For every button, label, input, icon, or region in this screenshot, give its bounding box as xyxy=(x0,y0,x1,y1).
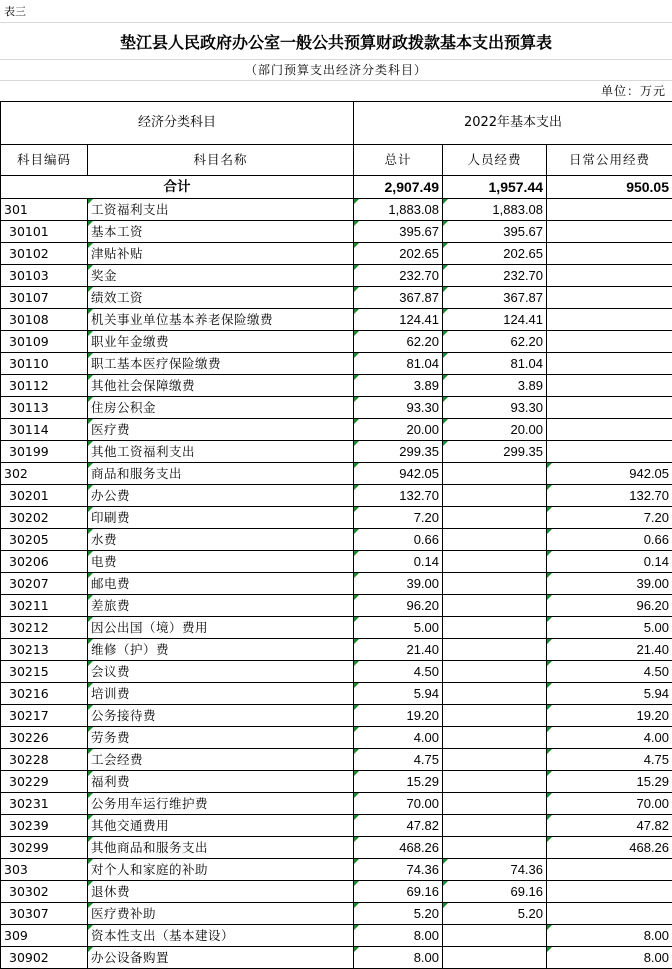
row-name: 差旅费 xyxy=(88,595,354,617)
row-total: 5.00 xyxy=(354,617,443,639)
row-total: 19.20 xyxy=(354,705,443,727)
row-total: 942.05 xyxy=(354,463,443,485)
row-personnel xyxy=(443,463,547,485)
row-public xyxy=(547,309,672,331)
table-row xyxy=(1,199,672,221)
grid-line xyxy=(0,59,672,60)
page-subtitle: （部门预算支出经济分类科目） xyxy=(0,61,672,78)
row-personnel: 1,883.08 xyxy=(443,199,547,221)
table-row xyxy=(1,925,672,947)
row-name: 基本工资 xyxy=(88,221,354,243)
row-name: 公务接待费 xyxy=(88,705,354,727)
row-name: 其他社会保障缴费 xyxy=(88,375,354,397)
row-personnel xyxy=(443,639,547,661)
row-public: 4.50 xyxy=(547,661,672,683)
table-row xyxy=(1,265,672,287)
row-code: 30212 xyxy=(1,617,88,639)
row-code: 30108 xyxy=(1,309,88,331)
row-total: 8.00 xyxy=(354,947,443,969)
header-personnel: 人员经费 xyxy=(443,145,547,176)
row-total: 69.16 xyxy=(354,881,443,903)
row-public xyxy=(547,353,672,375)
table-row xyxy=(1,397,672,419)
row-name: 其他交通费用 xyxy=(88,815,354,837)
row-code: 30206 xyxy=(1,551,88,573)
row-code: 30103 xyxy=(1,265,88,287)
row-public xyxy=(547,199,672,221)
row-code: 30199 xyxy=(1,441,88,463)
row-code: 30229 xyxy=(1,771,88,793)
table-row xyxy=(1,507,672,529)
row-name: 工会经费 xyxy=(88,749,354,771)
row-personnel: 3.89 xyxy=(443,375,547,397)
row-personnel: 232.70 xyxy=(443,265,547,287)
row-code: 30202 xyxy=(1,507,88,529)
row-code: 30226 xyxy=(1,727,88,749)
row-name: 工资福利支出 xyxy=(88,199,354,221)
row-personnel xyxy=(443,595,547,617)
table-row xyxy=(1,573,672,595)
row-personnel: 395.67 xyxy=(443,221,547,243)
row-public: 8.00 xyxy=(547,925,672,947)
row-public xyxy=(547,419,672,441)
table-row xyxy=(1,485,672,507)
row-public xyxy=(547,881,672,903)
row-name: 对个人和家庭的补助 xyxy=(88,859,354,881)
row-public: 19.20 xyxy=(547,705,672,727)
row-name: 职工基本医疗保险缴费 xyxy=(88,353,354,375)
row-public: 47.82 xyxy=(547,815,672,837)
row-total: 299.35 xyxy=(354,441,443,463)
row-personnel xyxy=(443,573,547,595)
total-personnel: 1,957.44 xyxy=(443,176,547,199)
header-row-columns xyxy=(1,145,672,176)
row-code: 30302 xyxy=(1,881,88,903)
row-name: 医疗费补助 xyxy=(88,903,354,925)
row-public: 132.70 xyxy=(547,485,672,507)
row-public xyxy=(547,903,672,925)
row-code: 30113 xyxy=(1,397,88,419)
row-personnel xyxy=(443,705,547,727)
row-total: 7.20 xyxy=(354,507,443,529)
row-public: 39.00 xyxy=(547,573,672,595)
row-public: 21.40 xyxy=(547,639,672,661)
row-name: 会议费 xyxy=(88,661,354,683)
table-row xyxy=(1,287,672,309)
table-row xyxy=(1,815,672,837)
row-personnel xyxy=(443,793,547,815)
row-total: 39.00 xyxy=(354,573,443,595)
row-code: 30299 xyxy=(1,837,88,859)
table-row xyxy=(1,749,672,771)
row-personnel: 93.30 xyxy=(443,397,547,419)
row-public xyxy=(547,441,672,463)
row-name: 资本性支出（基本建设） xyxy=(88,925,354,947)
row-total: 96.20 xyxy=(354,595,443,617)
total-total: 2,907.49 xyxy=(354,176,443,199)
row-personnel xyxy=(443,771,547,793)
row-public: 468.26 xyxy=(547,837,672,859)
total-row xyxy=(1,176,672,199)
row-public xyxy=(547,221,672,243)
row-total: 4.50 xyxy=(354,661,443,683)
table-row xyxy=(1,859,672,881)
row-personnel xyxy=(443,551,547,573)
row-personnel: 5.20 xyxy=(443,903,547,925)
table-row xyxy=(1,639,672,661)
table-row xyxy=(1,309,672,331)
row-name: 邮电费 xyxy=(88,573,354,595)
table-row xyxy=(1,771,672,793)
row-name: 公务用车运行维护费 xyxy=(88,793,354,815)
table-row xyxy=(1,221,672,243)
row-total: 1,883.08 xyxy=(354,199,443,221)
table-row xyxy=(1,353,672,375)
row-public xyxy=(547,397,672,419)
table-row xyxy=(1,793,672,815)
row-name: 其他工资福利支出 xyxy=(88,441,354,463)
table-row xyxy=(1,441,672,463)
row-public: 942.05 xyxy=(547,463,672,485)
row-personnel xyxy=(443,749,547,771)
row-personnel xyxy=(443,925,547,947)
row-personnel xyxy=(443,485,547,507)
row-total: 4.00 xyxy=(354,727,443,749)
row-total: 62.20 xyxy=(354,331,443,353)
row-code: 30110 xyxy=(1,353,88,375)
table-row xyxy=(1,837,672,859)
row-total: 468.26 xyxy=(354,837,443,859)
row-code: 30215 xyxy=(1,661,88,683)
row-total: 0.14 xyxy=(354,551,443,573)
row-personnel xyxy=(443,947,547,969)
table-row xyxy=(1,529,672,551)
row-total: 21.40 xyxy=(354,639,443,661)
row-personnel: 367.87 xyxy=(443,287,547,309)
table-row xyxy=(1,595,672,617)
table-row xyxy=(1,903,672,925)
row-code: 30201 xyxy=(1,485,88,507)
header-name: 科目名称 xyxy=(88,145,354,176)
row-public: 5.94 xyxy=(547,683,672,705)
row-public xyxy=(547,859,672,881)
table-row xyxy=(1,243,672,265)
row-total: 367.87 xyxy=(354,287,443,309)
header-economic-category: 经济分类科目 xyxy=(1,102,354,145)
table-row xyxy=(1,463,672,485)
header-year-basic-expense: 2022年基本支出 xyxy=(354,102,672,145)
row-total: 81.04 xyxy=(354,353,443,375)
row-code: 30213 xyxy=(1,639,88,661)
header-code: 科目编码 xyxy=(1,145,88,176)
row-code: 301 xyxy=(1,199,88,221)
row-public: 15.29 xyxy=(547,771,672,793)
row-personnel: 124.41 xyxy=(443,309,547,331)
row-personnel: 74.36 xyxy=(443,859,547,881)
row-code: 30205 xyxy=(1,529,88,551)
row-personnel: 69.16 xyxy=(443,881,547,903)
row-total: 5.20 xyxy=(354,903,443,925)
doc-label: 表三 xyxy=(4,3,26,19)
row-code: 30231 xyxy=(1,793,88,815)
row-code: 302 xyxy=(1,463,88,485)
row-code: 30211 xyxy=(1,595,88,617)
row-name: 电费 xyxy=(88,551,354,573)
row-total: 5.94 xyxy=(354,683,443,705)
table-row xyxy=(1,375,672,397)
row-code: 303 xyxy=(1,859,88,881)
row-code: 30239 xyxy=(1,815,88,837)
row-total: 3.89 xyxy=(354,375,443,397)
row-name: 奖金 xyxy=(88,265,354,287)
table-row xyxy=(1,881,672,903)
table-row xyxy=(1,705,672,727)
row-total: 8.00 xyxy=(354,925,443,947)
row-personnel xyxy=(443,815,547,837)
table-row xyxy=(1,683,672,705)
row-public: 0.66 xyxy=(547,529,672,551)
row-code: 30228 xyxy=(1,749,88,771)
row-code: 30102 xyxy=(1,243,88,265)
total-public: 950.05 xyxy=(547,176,672,199)
row-name: 印刷费 xyxy=(88,507,354,529)
row-public xyxy=(547,287,672,309)
row-personnel: 20.00 xyxy=(443,419,547,441)
header-row-group xyxy=(1,102,672,145)
row-total: 70.00 xyxy=(354,793,443,815)
row-public xyxy=(547,331,672,353)
row-name: 劳务费 xyxy=(88,727,354,749)
row-code: 30216 xyxy=(1,683,88,705)
row-name: 福利费 xyxy=(88,771,354,793)
row-name: 维修（护）费 xyxy=(88,639,354,661)
row-total: 202.65 xyxy=(354,243,443,265)
row-name: 医疗费 xyxy=(88,419,354,441)
row-public: 5.00 xyxy=(547,617,672,639)
grid-line xyxy=(0,80,672,81)
total-label: 合计 xyxy=(1,176,354,199)
row-code: 30902 xyxy=(1,947,88,969)
row-name: 其他商品和服务支出 xyxy=(88,837,354,859)
row-total: 74.36 xyxy=(354,859,443,881)
row-name: 培训费 xyxy=(88,683,354,705)
row-public: 4.00 xyxy=(547,727,672,749)
table-row xyxy=(1,551,672,573)
row-total: 0.66 xyxy=(354,529,443,551)
row-name: 办公费 xyxy=(88,485,354,507)
row-code: 30112 xyxy=(1,375,88,397)
header-total: 总计 xyxy=(354,145,443,176)
row-code: 309 xyxy=(1,925,88,947)
row-personnel xyxy=(443,661,547,683)
row-name: 职业年金缴费 xyxy=(88,331,354,353)
table-row xyxy=(1,947,672,969)
row-public: 96.20 xyxy=(547,595,672,617)
row-code: 30101 xyxy=(1,221,88,243)
header-public: 日常公用经费 xyxy=(547,145,672,176)
row-name: 津贴补贴 xyxy=(88,243,354,265)
row-code: 30109 xyxy=(1,331,88,353)
table-row xyxy=(1,331,672,353)
page-title: 垫江县人民政府办公室一般公共预算财政拨款基本支出预算表 xyxy=(0,30,672,53)
row-code: 30217 xyxy=(1,705,88,727)
table-row xyxy=(1,617,672,639)
row-personnel xyxy=(443,727,547,749)
row-total: 20.00 xyxy=(354,419,443,441)
row-personnel xyxy=(443,617,547,639)
row-personnel xyxy=(443,507,547,529)
row-code: 30107 xyxy=(1,287,88,309)
row-name: 水费 xyxy=(88,529,354,551)
grid-line xyxy=(0,22,672,23)
budget-table xyxy=(0,101,672,969)
row-total: 15.29 xyxy=(354,771,443,793)
row-total: 47.82 xyxy=(354,815,443,837)
row-total: 132.70 xyxy=(354,485,443,507)
unit-label: 单位：万元 xyxy=(601,82,666,99)
row-total: 4.75 xyxy=(354,749,443,771)
row-personnel xyxy=(443,683,547,705)
row-personnel xyxy=(443,529,547,551)
table-row xyxy=(1,419,672,441)
row-name: 办公设备购置 xyxy=(88,947,354,969)
table-row xyxy=(1,727,672,749)
row-public xyxy=(547,265,672,287)
table-row xyxy=(1,661,672,683)
row-total: 124.41 xyxy=(354,309,443,331)
row-public: 8.00 xyxy=(547,947,672,969)
row-public: 0.14 xyxy=(547,551,672,573)
row-code: 30207 xyxy=(1,573,88,595)
row-code: 30307 xyxy=(1,903,88,925)
row-public: 7.20 xyxy=(547,507,672,529)
row-personnel: 62.20 xyxy=(443,331,547,353)
row-total: 232.70 xyxy=(354,265,443,287)
row-name: 绩效工资 xyxy=(88,287,354,309)
row-personnel: 299.35 xyxy=(443,441,547,463)
row-total: 395.67 xyxy=(354,221,443,243)
row-personnel xyxy=(443,837,547,859)
row-name: 机关事业单位基本养老保险缴费 xyxy=(88,309,354,331)
row-public xyxy=(547,375,672,397)
row-name: 因公出国（境）费用 xyxy=(88,617,354,639)
row-name: 退休费 xyxy=(88,881,354,903)
row-name: 住房公积金 xyxy=(88,397,354,419)
row-public: 4.75 xyxy=(547,749,672,771)
row-public: 70.00 xyxy=(547,793,672,815)
row-personnel: 202.65 xyxy=(443,243,547,265)
row-code: 30114 xyxy=(1,419,88,441)
row-name: 商品和服务支出 xyxy=(88,463,354,485)
row-personnel: 81.04 xyxy=(443,353,547,375)
row-total: 93.30 xyxy=(354,397,443,419)
row-public xyxy=(547,243,672,265)
